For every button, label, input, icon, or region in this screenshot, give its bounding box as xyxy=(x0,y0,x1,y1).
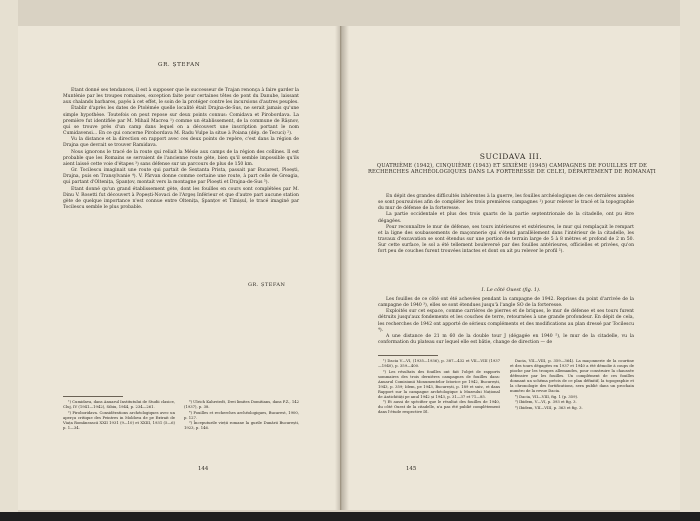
right-footnotes-col1 xyxy=(378,359,500,416)
left-paragraph: Nous ignorons le tracé de la route qui reliait la Mésie aux camps de la région des collines. Il est probable que les Romains se servaient de l'ancienne route gète, bien qu'il semble impossible qu'ils aient laissé cette voie d'étapes ³) sans défense sur un parcours de plus de 150 km. xyxy=(63,149,299,167)
left-footnotes-col2 xyxy=(184,400,299,432)
footnote: ²) Piroboridava. Considérations archéologiques avec un aperçu critique des Peintres in Moldova de pe Extrait de Viața Românească XXII 1931 (9—10) et XXIII, 1931 (5—6) p. 1—34. xyxy=(63,410,175,430)
left-footnotes-col1 xyxy=(63,400,175,431)
footnote: ²) Les résultats des fouilles ont fait l'objet de rapports sommaires des trois dernières campagnes de fouilles dans: Anuarul Comisiunii Monumentelor Istorice pe 1942, București, 1943, p. 359; Idem, pe 1943, București, p. 189 et suiv., et dans Rapport sur la campagne archéologique à Muzeului Național de Antichități pe anul 1942 și 1943, p. 31—37 et 71—85. xyxy=(378,369,500,399)
article-subtitle: QUATRIÈME (1942), CINQUIÈME (1943) ET SIXIÈME (1945) CAMPAGNES DE FOUILLES ET DE RECHERCHES ARCHÉOLOGIQUES DANS LA FORTERESSE DE CELEI, DÉPARTEMENT DE ROMANAȚI xyxy=(368,163,656,176)
footnote: ⁴) Dacia, VII—VIII, fig. 1 (p. 359). xyxy=(515,394,579,399)
right-footnotes-col2 xyxy=(510,359,634,411)
footnote-rule xyxy=(63,396,123,397)
right-section-text xyxy=(378,297,634,346)
right-page xyxy=(342,26,680,510)
right-paragraph: A une distance de 21 m 60 de la double tour J (dégagée en 1940 ⁵), le mur de la citadelle, vu la conformation du plateau sur lequel elle est bâtie, change de direction — de xyxy=(378,333,634,346)
right-paragraph: En dépit des grandes difficultés inhérentes à la guerre, les fouilles archéologiques de ces dernières années se sont poursuivies afin de compléter les trois premières campagnes ¹) pour relever le tracé et la topographie du mur de défense de la forteresse. xyxy=(378,194,634,212)
footnote: ¹) Cumidava, dans Anuarul Institutului de Studii clasice, Cluj, IV (1941—1942), Sibiu, 1944, p. 234—261. xyxy=(63,400,175,409)
book-gutter xyxy=(335,26,349,510)
left-paragraph: Vu la distance et la direction en rapport avec ces deux points de repère, c'est dans la région de Drajna que devrait se trouver Ramidava. xyxy=(63,137,299,149)
left-page xyxy=(18,26,341,510)
left-paragraph: Établir d'après les dates de Ptolémée quelle localité était Drajna-de-Sus, ne serait jamais qu'une simple hypothèse. Toutefois on peut repose sur deux points connus: Comidava et Pirobordava. La première fut identifiée par M. Mihail Macrea ¹) comme un établissement, de la commune de Râșnov, qui se trouve près d'un camp dans lequel on a découvert une inscription portant le nom Cumidavensi… En ce qui concerne Pirobordava M. Radu Vulpe la situe à Poiana (dép. de Tecuci) ²). xyxy=(63,106,299,137)
left-paragraph: Etant donné qu'un grand établissement gète, dont les fouilles en cours sont complétées par M. Dinu V. Rosetti fut découvert à Popești-Novaci de l'Argeș Inférieur et que d'autre part aucune station gète de quelque importance n'est connue entre Oltenița, Șpanțov et Timișul, le tracé imaginé par Tocilescu semble le plus probable. xyxy=(63,186,299,210)
footnote: ³) Ulrich Kahrstedt, Drei limites Domitians, dans P.Z., 142 (1937), p. 38. xyxy=(184,400,299,409)
right-paragraph: Les fouilles de ce côté ont été achevées pendant la campagne de 1942. Reprises du point d'arrivée de la campagne de 1940 ³), elles se sont étendues jusqu'à l'angle SO de la forteresse. xyxy=(378,297,634,309)
footnote-rule xyxy=(378,355,438,356)
right-paragraph: Exploités sur cet espace, comme carrières de pierres et de briques, le mur de défense et ses tours furent détruits jusqu'aux fondements et les couches de terre, retournées à une grande profondeur. En dépit de cela, les recherches de 1942 ont apporté de sérieux compléments et des modifications au plan dressé par Tocilescu ⁴). xyxy=(378,309,634,333)
footnote: Dacia, VII—VIII, p. 359—364). La maçonnerie de la courtine et des tours dégagées en 1937 et 1940 a été démolie à coups de pioche par les troupes allemandes, pour construire la chaussée défensive par les fouilles. Un complément de ces fouilles donnant un schéma précis de ce plan définitif, la topographie et la chronologie des fortifications, sera publié dans un prochain numéro de la revue Dacia. xyxy=(510,359,634,393)
footnote: ³) Et aussi de spécifier que le résultat des fouilles de 1940, du côté Ouest de la citadelle, n'a pas été publié complètement dans l'étude respective Dl. xyxy=(378,400,500,415)
right-paragraph: La partie occidentale et plus des trois quarts de la partie septentrionale de la citadelle, ont pu être dégagées. xyxy=(378,212,634,224)
footnote: ⁴) Fouilles et recherches archéologiques, Bucarest, 1900, p. 127. xyxy=(184,410,299,420)
right-page-number: 145 xyxy=(406,466,417,472)
right-intro-text xyxy=(378,194,634,256)
right-paragraph: Pour reconnaître le mur de défense, ses tours intérieures et extérieures, le mur qui remplaçait le rempart et la ligne des soubassements de maçonnerie qui s'étend parallèlement dans l'intérieur de la citadelle, les travaux d'excavation se sont étendus sur une portion de terrain large de 5 à 8 mètres et profond de 2 m 50. Sur cette surface, le sol a été tellement bouleversé par des fouilles antérieures, officielles et privées, qu'on fort peu de couches furent trouvées intactes et dont on ait pu relever le profil ²). xyxy=(378,224,634,255)
left-body-text xyxy=(63,88,299,211)
left-page-edge xyxy=(0,0,18,521)
bottom-edge xyxy=(0,512,700,521)
article-title: SUCIDAVA III. xyxy=(479,152,543,161)
left-signature: GR. ȘTEFAN xyxy=(248,282,286,288)
footnote: ⁶) Ibidem, VII—VIII, p. 363 et fig. 3. xyxy=(515,405,583,410)
section-heading: I. Le côté Ouest (fig. 1). xyxy=(481,287,541,293)
left-page-number: 144 xyxy=(198,466,209,472)
footnote: ⁵) Ibidem, V—VI, p. 393 et fig. 3. xyxy=(515,400,577,405)
footnote: ⁵) Începuturile vieții romane la gurile Dunării București, 1923, p. 146. xyxy=(184,421,299,431)
left-paragraph: Etant donné ses tendances, il est à supposer que le successeur de Trajan renonça à faire garder la Muntènie par les troupes romaines, exception faite pour certaines têtes de pont du Danube, laissant aux chalands barbares, payés à cet effet, le soin de la protéger contre les incursions d'autres peuples. xyxy=(63,88,299,106)
footnote: ¹) Dacia V—VI, (1935—1936), p. 387—432 et VII—VIII (1937—1940), p. 359—400. xyxy=(378,359,500,368)
left-paragraph: Gr. Tocilescu imaginait une route qui partait de Sextanta Prista, passait par Bucarest, Ploești, Drajna, puis en Transylvanie ⁴). V. Pârvan donne comme certaine une route, à part celle de Greagia, qui partant d'Oltenița, Șpanțov, montait vers la montagne par Ploești et Drajna-de-Sus ⁵). xyxy=(63,168,299,186)
right-page-edge xyxy=(680,0,700,521)
left-running-head: GR. ȘTEFAN xyxy=(158,62,201,68)
